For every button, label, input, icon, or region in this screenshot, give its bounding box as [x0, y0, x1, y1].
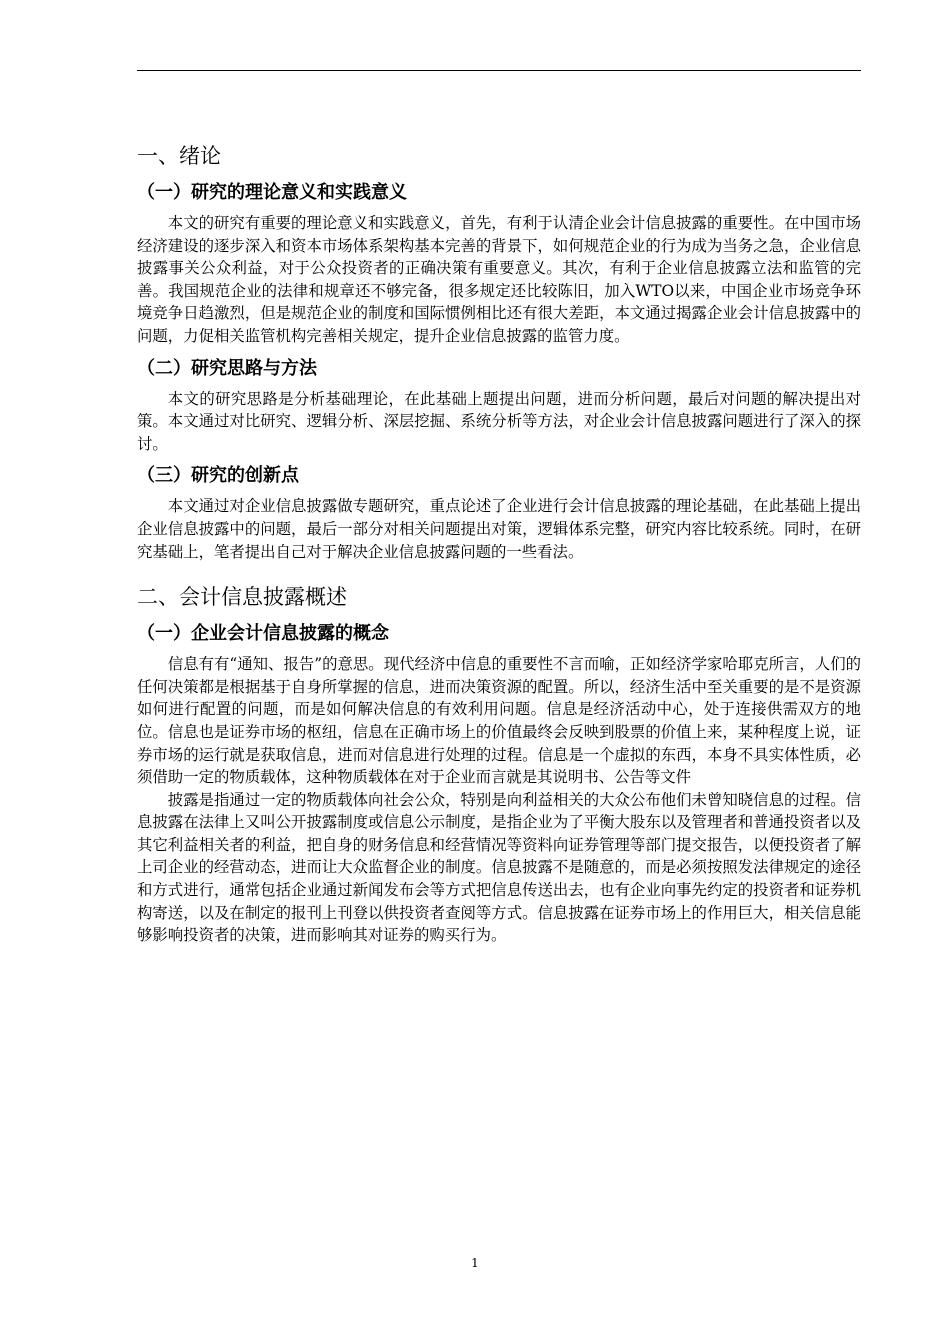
- section-1-2-paragraph: 本文的研究思路是分析基础理论，在此基础上题提出问题，进而分析问题，最后对问题的解决提出对策。本文通过对比研究、逻辑分析、深层挖掘、系统分析等方法，对企业会计信息披露问题进行了深入的探讨。: [137, 389, 861, 453]
- section-1-2-heading: （二）研究思路与方法: [137, 357, 317, 379]
- section-1-3-paragraph: 本文通过对企业信息披露做专题研究，重点论述了企业进行会计信息披露的理论基础，在此基础上提出企业信息披露中的问题，最后一部分对相关问题提出对策，逻辑体系完整，研究内容比较系统。同时，在研究基础上，笔者提出自己对于解决企业信息披露问题的一些看法。: [137, 497, 861, 561]
- section-1-heading: 一、绪论: [137, 144, 221, 168]
- document-body: [137, 140, 861, 947]
- header-rule: [137, 70, 861, 71]
- section-1-1-paragraph: 本文的研究有重要的理论意义和实践意义，首先，有利于认清企业会计信息披露的重要性。在中国市场经济建设的逐步深入和资本市场体系架构基本完善的背景下，如何规范企业的行为成为当务之急，企业信息披露事关公众利益，对于公众投资者的正确决策有重要意义。其次，有利于企业信息披露立法和监管的完善。我国规范企业的法律和规章还不够完备，很多规定还比较陈旧，加入WTO以来，中国企业市场竞争环境竞争日趋激烈，但是规范企业的制度和国际惯例相比还有很大差距，本文通过揭露企业会计信息披露中的问题，力促相关监管机构完善相关规定，提升企业信息披露的监管力度。: [137, 214, 861, 345]
- section-1-1-heading: （一）研究的理论意义和实践意义: [137, 182, 407, 203]
- section-2-1-paragraph-1: 信息有有“通知、报告”的意思。现代经济中信息的重要性不言而喻，正如经济学家哈耶克所言，人们的任何决策都是根据基于自身所掌握的信息，进而决策资源的配置。所以，经济生活中至关重要的是不是资源如何进行配置的问题，而是如何解决信息的有效利用问题。信息是经济活动中心，处于连接供需双方的地位。信息也是证券市场的枢纽，信息在正确市场上的价值最终会反映到股票的价值上来，某种程度上说，证券市场的运行就是获取信息，进而对信息进行处理的过程。信息是一个虚拟的东西，本身不具实体性质，必须借助一定的物质载体，这种物质载体在对于企业而言就是其说明书、公告等文件: [137, 655, 861, 787]
- section-2-heading: 二、会计信息披露概述: [137, 585, 347, 610]
- section-1-3-heading: （三）研究的创新点: [137, 465, 299, 487]
- section-2-1-paragraph-2: 披露是指通过一定的物质载体向社会公众，特别是向利益相关的大众公布他们未曾知晓信息的过程。信息披露在法律上又叫公开披露制度或信息公示制度，是指企业为了平衡大股东以及管理者和普通投资者以及其它利益相关者的利益，把自身的财务信息和经营情况等资料向证券管理等部门提交报告，以便投资者了解上司企业的经营动态，进而让大众监督企业的制度。信息披露不是随意的，而是必须按照发法律规定的途径和方式进行，通常包括企业通过新闻发布会等方式把信息传送出去，也有企业向事先约定的投资者和证券机构寄送，以及在制定的报刊上刊登以供投资者查阅等方式。信息披露在证券市场上的作用巨大，相关信息能够影响投资者的决策，进而影响其对证券的购买行为。: [137, 790, 861, 945]
- section-2-1-heading: （一）企业会计信息披露的概念: [137, 623, 389, 645]
- page-number: 1: [471, 1256, 479, 1270]
